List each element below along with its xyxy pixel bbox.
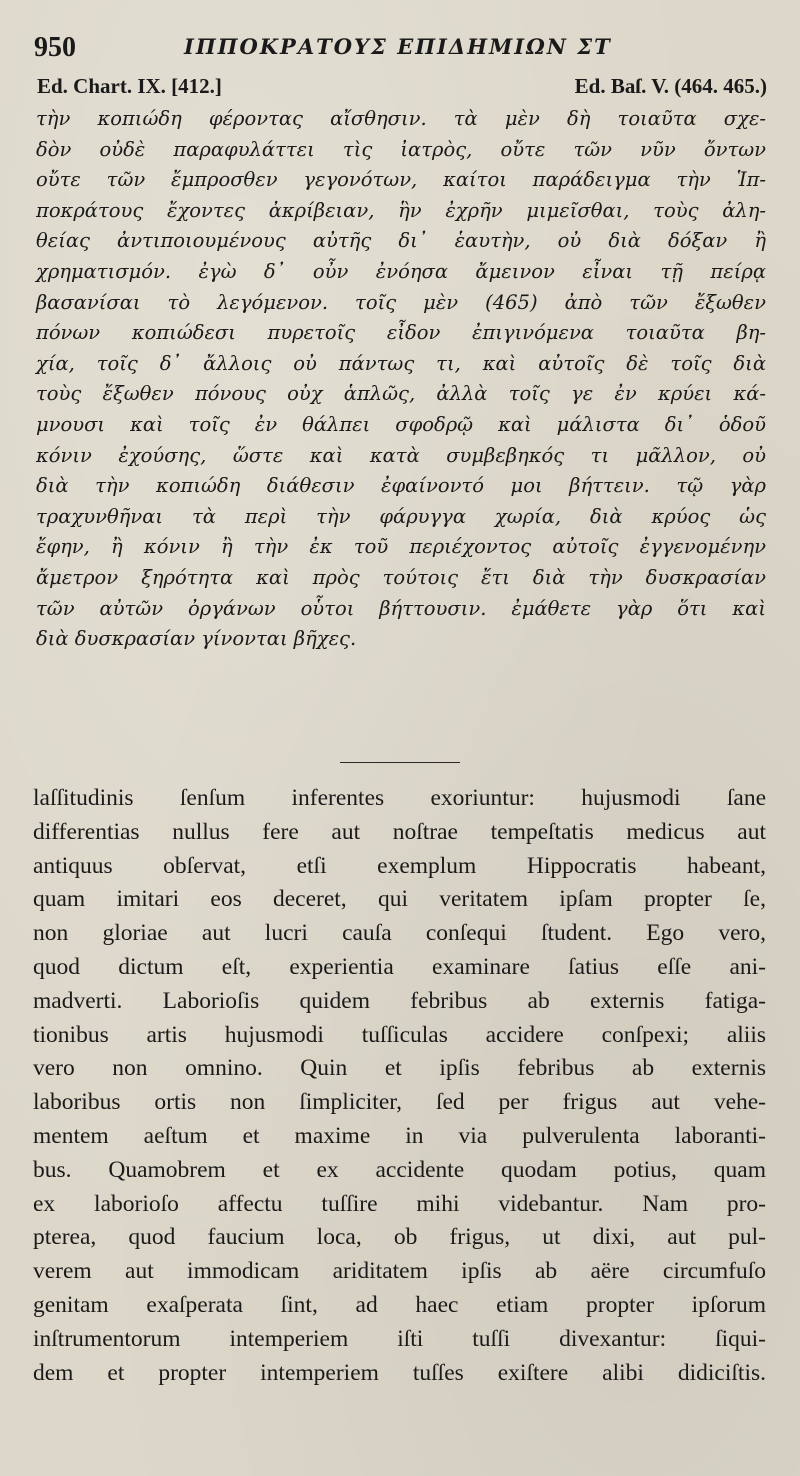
greek-text-line: κόνιν ἐχούσης, ὥστε καὶ κατὰ συμβεβηκός τι μᾶλλον, οὐ xyxy=(36,443,766,467)
latin-text-line: verem aut immodicam ariditatem ipſis ab aëre circumfuſo xyxy=(33,1258,766,1285)
latin-text-line: non gloriae aut lucri cauſa conſequi ſtudent. Ego vero, xyxy=(33,920,766,947)
greek-text-line: ποκράτους ἔχοντες ἀκρίβειαν, ἣν ἐχρῆν μιμεῖσθαι, τοὺς ἀλη- xyxy=(36,198,766,222)
greek-text-line: ἄμετρον ξηρότητα καὶ πρὸς τούτοις ἔτι διὰ τὴν δυσκρασίαν xyxy=(36,565,766,589)
latin-text-line: inſtrumentorum intemperiem iſti tuſſi divexantur: ſiqui- xyxy=(33,1325,766,1352)
latin-text-line: tionibus artis hujusmodi tuſſiculas accidere conſpexi; aliis xyxy=(33,1021,766,1048)
greek-text-line: θείας ἀντιποιουμένους αὐτῆς δι᾽ ἑαυτὴν, οὐ διὰ δόξαν ἢ xyxy=(36,229,766,253)
latin-text-line: bus. Quamobrem et ex accidente quodam potius, quam xyxy=(33,1156,766,1183)
greek-text-line: πόνων κοπιώδεσι πυρετοῖς εἶδον ἐπιγινόμενα τοιαῦτα βη- xyxy=(36,321,766,345)
latin-text-line: vero non omnino. Quin et ipſis febribus ab externis xyxy=(33,1055,766,1082)
latin-text-line: pterea, quod faucium loca, ob frigus, ut dixi, aut pul- xyxy=(33,1224,766,1251)
running-title: ΙΠΠΟΚΡΑΤΟΥΣ ΕΠΙΔΗΜΙΩΝ ΣΤ xyxy=(184,34,612,59)
greek-text-line: δὸν οὐδὲ παραφυλάττει τὶς ἰατρὸς, οὔτε τῶν νῦν ὄντων xyxy=(36,137,766,161)
edition-basel-reference: Ed. Baſ. V. (464. 465.) xyxy=(574,74,767,98)
page-number: 950 xyxy=(34,32,76,63)
greek-text-line: χρηματισμόν. ἐγὼ δ᾽ οὖν ἐνόησα ἄμεινον εἶναι τῇ πείρᾳ xyxy=(36,259,766,283)
section-divider xyxy=(340,762,460,763)
greek-text-line: χία, τοῖς δ᾽ ἄλλοις οὐ πάντως τι, καὶ αὐτοῖς δὲ τοῖς διὰ xyxy=(36,351,766,375)
latin-text-line: ex laborioſo affectu tuſſire mihi videbantur. Nam pro- xyxy=(33,1190,766,1217)
greek-text-line: βασανίσαι τὸ λεγόμενον. τοῖς μὲν (465) ἀπὸ τῶν ἔξωθεν xyxy=(36,290,766,314)
greek-text-line: διὰ δυσκρασίαν γίνονται βῆχες. xyxy=(36,627,357,651)
greek-text-line: ἔφην, ἢ κόνιν ἢ τὴν ἐκ τοῦ περιέχοντος αὐτοῖς ἐγγενομένην xyxy=(36,535,766,559)
greek-text-line: τραχυνθῆναι τὰ περὶ τὴν φάρυγγα χωρία, διὰ κρύος ὡς xyxy=(36,504,766,528)
greek-text-line: μνουσι καὶ τοῖς ἐν θάλπει σφοδρῷ καὶ μάλιστα δι᾽ ὁδοῦ xyxy=(36,412,766,436)
latin-text-line: quod dictum eſt, experientia examinare ſatius eſſe ani- xyxy=(33,953,766,980)
latin-text-line: quam imitari eos deceret, qui veritatem ipſam propter ſe, xyxy=(33,886,766,913)
latin-text-line: differentias nullus fere aut noſtrae tempeſtatis medicus aut xyxy=(33,818,766,845)
latin-text-line: antiquus obſervat, etſi exemplum Hippocratis habeant, xyxy=(33,852,766,879)
greek-text-line: τὴν κοπιώδη φέροντας αἴσθησιν. τὰ μὲν δὴ τοιαῦτα σχε- xyxy=(36,107,766,130)
latin-text-line: mentem aeſtum et maxime in via pulverulenta laboranti- xyxy=(33,1122,766,1149)
latin-text-line: laboribus ortis non ſimpliciter, ſed per frigus aut vehe- xyxy=(33,1089,766,1116)
page-header xyxy=(34,32,774,62)
edition-reference-line xyxy=(37,74,767,102)
latin-text-block xyxy=(33,782,766,1390)
greek-text-line: τοὺς ἔξωθεν πόνους οὐχ ἁπλῶς, ἀλλὰ τοῖς γε ἐν κρύει κά- xyxy=(36,382,766,406)
latin-text-line: laſſitudinis ſenſum inferentes exoriuntur: hujusmodi ſane xyxy=(33,785,766,811)
greek-text-line: διὰ τὴν κοπιώδη διάθεσιν ἐφαίνοντό μοι βήττειν. τῷ γὰρ xyxy=(36,474,766,498)
latin-text-line: madverti. Laborioſis quidem febribus ab externis fatiga- xyxy=(33,987,766,1014)
greek-text-line: τῶν αὐτῶν ὀργάνων οὗτοι βήττουσιν. ἐμάθετε γὰρ ὅτι καὶ xyxy=(36,596,766,620)
edition-chart-reference: Ed. Chart. IX. [412.] xyxy=(37,74,222,98)
greek-text-line: οὔτε τῶν ἔμπροσθεν γεγονότων, καίτοι παράδειγμα τὴν Ἱπ- xyxy=(36,168,766,192)
latin-text-line: dem et propter intemperiem tuſſes exiſtere alibi didiciſtis. xyxy=(33,1359,766,1386)
greek-text-block xyxy=(36,104,766,655)
latin-text-line: genitam exaſperata ſint, ad haec etiam propter ipſorum xyxy=(33,1291,766,1318)
